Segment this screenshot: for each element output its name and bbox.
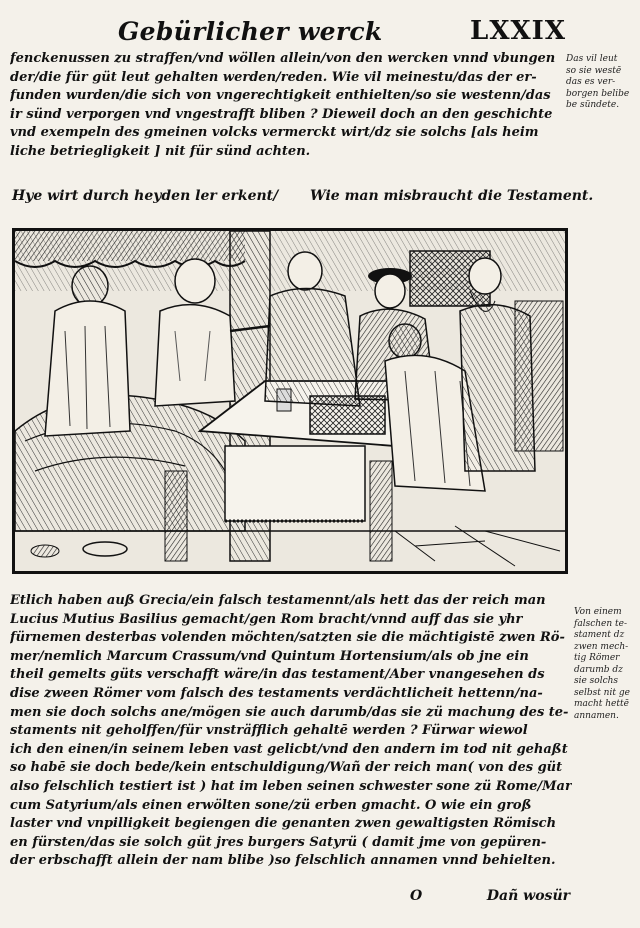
woodcut-caption	[12, 188, 594, 204]
margin-line: tig Römer	[574, 653, 620, 663]
caption-left: Hye wirt durch heyden ler erkent/	[12, 188, 279, 204]
text-line: also felschlich testiert ist ) hat im leben seinen schwester sone zü Rome/Mar	[10, 778, 572, 794]
text-line: der/die für güt leut gehalten werden/reden. Wie vil meinestu/das der er-	[10, 69, 537, 85]
margin-line: borgen belibe	[566, 88, 630, 99]
text-line: laster vnd vnpilligkeit begiengen die genanten zwen gewaltigsten Römisch	[10, 816, 557, 832]
margin-note-bottom	[574, 607, 630, 722]
margin-line: das es ver-	[566, 77, 616, 87]
woodcut-illustration	[12, 228, 568, 574]
margin-line: macht hettē	[574, 699, 629, 709]
page-header	[118, 14, 566, 46]
text-line: theil gemelts güts verschafft wäre/in das testament/Aber vnangesehen ds	[10, 667, 545, 683]
text-line: so habē sie doch bede/kein entschuldigung/Wañ der reich man( von des güt	[10, 760, 563, 776]
caption-right: Wie man misbraucht die Testament.	[310, 188, 594, 204]
text-line: ir sünd verporgen vnd vngestrafft bliben ? Dieweil doch an den geschichte	[10, 106, 553, 122]
text-line: en fürsten/das sie solch güt jres burgers Satyrü ( damit jme von gepüren-	[10, 834, 547, 850]
margin-line: so sie westē	[566, 65, 622, 76]
margin-note-top	[566, 54, 629, 112]
text-line: fenckenussen zu straffen/vnd wöllen allein/von den wercken vnnd vbungen	[10, 51, 556, 66]
margin-line: be sündete.	[566, 100, 620, 110]
text-line: mer/nemlich Marcum Crassum/vnd Quintum Hortensium/als ob jne ein	[10, 648, 529, 664]
text-line: men sie doch solchs ane/mögen sie auch darumb/das sie zü machung des te-	[10, 704, 569, 720]
catchword-line	[410, 888, 570, 904]
margin-line: sie solchs	[574, 676, 619, 686]
margin-line: falschen te-	[574, 618, 627, 629]
text-line: Etlich haben auß Grecia/ein falsch testamennt/als hett das der reich man	[10, 593, 546, 608]
margin-line: stament dz	[574, 630, 625, 640]
text-line: fürnemen desterbas volenden möchten/satzten sie die mächtigistē zwen Rö-	[10, 630, 565, 646]
margin-line: darumb dz	[574, 664, 623, 675]
text-line: dise zween Römer vom falsch des testaments verdächtlicheit hettenn/na-	[10, 685, 543, 701]
top-paragraph	[10, 50, 562, 162]
catchword-initial: O	[410, 888, 423, 904]
bottom-paragraph	[10, 592, 572, 871]
catchword: Dañ wosür	[486, 888, 570, 904]
margin-line: annamen.	[574, 710, 619, 721]
margin-line: Von einem	[574, 607, 622, 617]
text-line: funden wurden/die sich von vngerechtigkeit enthielten/so sie westenn/das	[10, 88, 551, 104]
text-line: der erbschafft allein der nam blibe )so felschlich annamen vnnd behielten.	[10, 853, 556, 869]
text-line: cum Satyrium/als einen erwölten sone/zü erben gmacht. O wie ein groß	[10, 797, 532, 813]
text-line: Lucius Mutius Basilius gemacht/gen Rom bracht/vnnd auff das sie yhr	[10, 611, 523, 627]
margin-line: selbst nit ge	[574, 687, 630, 698]
text-line: staments nit geholffen/für vnsträfflich gehaltē werden ? Fürwar wiewol	[10, 723, 528, 739]
margin-line: Das vil leut	[566, 54, 618, 64]
running-title: Gebürlicher werck	[118, 17, 383, 46]
text-line: liche betriegligkeit ] nit für sünd achten.	[10, 143, 311, 159]
folio-number: LXXIX	[470, 16, 566, 46]
text-line: ich den einen/in seinem leben vast gelicbt/vnd den andern im tod nit gehaßt	[10, 741, 568, 757]
margin-line: zwen mech-	[574, 641, 629, 652]
text-line: vnd exempeln des gmeinen volcks vermerckt wirt/dz sie solchs [als heim	[10, 125, 539, 141]
